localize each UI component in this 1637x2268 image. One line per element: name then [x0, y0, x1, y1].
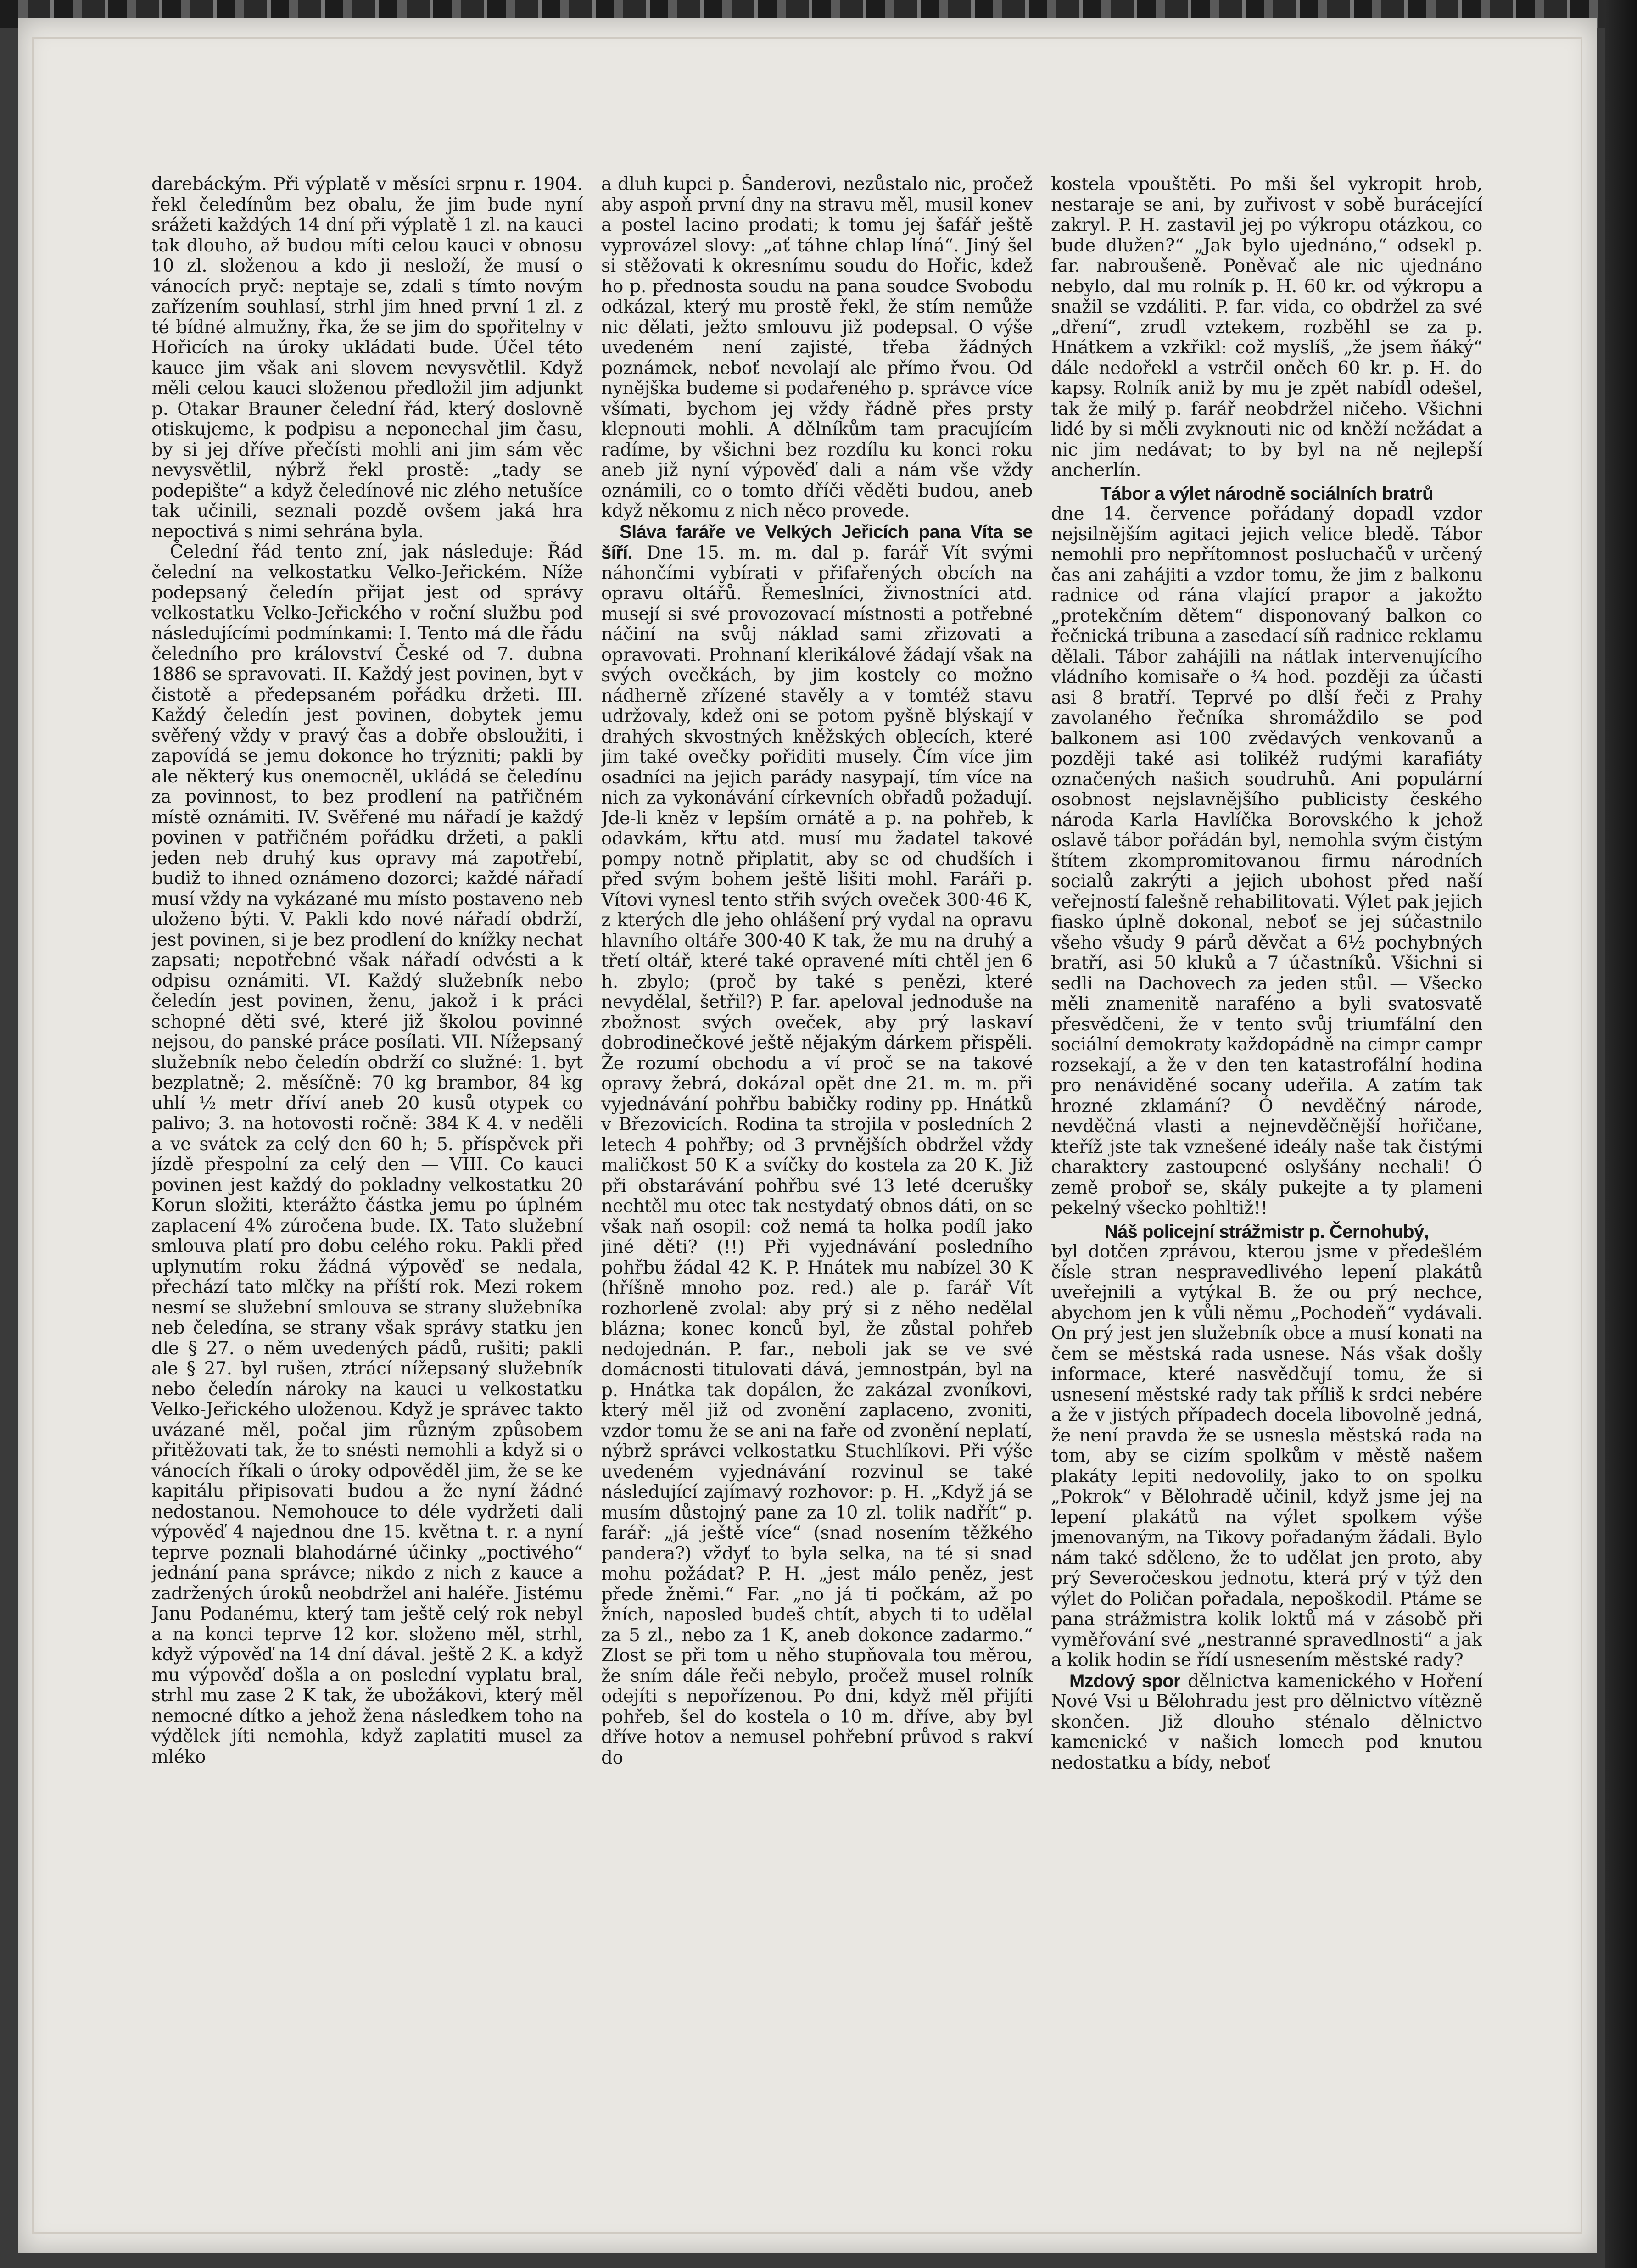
article-body-tabor: dne 14. července pořádaný dopadl vzdor nejsilnějším agitaci jejich velice bledě. Tábor nemohli pro nepřítomnost posluchačů v určený čas ani zahájiti a vzdor tomu, že jim z balkonu radnice od rána vlající prapor a jakožto „protekčním dětem“ disponovaný balkon co řečnická tribuna a zasedací síň radnice reklamu dělali. Tábor zahájili na nátlak intervenujícího vládního komisaře o ¾ hod. později za účasti asi 8 bratří. Teprvé po dlší řeči z Prahy zavolaného řečníka shromáždilo se pod balkonem asi 100 zvědavých venkovanů a později také asi tolikéž rudými karafiáty označených našich soudruhů. Ani populární osobnost nejslavnějšího publicisty českého národa Karla Havlíčka Borovského k jehož oslavě tábor pořádán byl, nemohla svým čistým štítem zkompromitovanou firmu národních socialů zakrýti a jejich ubohost před naší veřejností falešně rehabilitovati. Výlet pak jejich fiasko úplně dokonal, neboť se jej súčastnilo všeho všudy 9 párů děvčat a 6½ pochybných bratří, asi 50 kluků a 7 účastníků. Všichni si sedli na Dachovech za jeden stůl. — Všecko měli znamenitě naraféno a byli svatosvatě přesvědčeni, že v tento svůj triumfální den sociální demokraty každopádně na cimpr campr rozsekají, a že v den ten katastrofální hodina pro nenáviděné socany udeřila. A zatím tak hrozné zklamání? Ó nevděčný národe, nevděčná vlasti a nejnevděčnější hořičane, kteříž jste tak vznešené ideály naše tak čistými charaktery zastoupené oslyšány nechali! Ó země proboř se, skály pukejte a ty plameni pekelný všecko pohltiž!!	[1051, 503, 1482, 1218]
article-heading-slava-farare: Sláva faráře ve Velkých Jeřicích pana Víta se šíří.	[601, 521, 1033, 563]
column-2-article	[601, 522, 1033, 1769]
article-body-strazmistr: byl dotčen zprávou, kterou jsme v předešlém čísle stran nespravedlivého lepení plakátů uveřejnili a vytýkal B. že ou prý nechce, abychom jen k vůli němu „Pochodeň“ vydávali. On prý jest jen služebník obce a musí konati na čem se městská rada usnese. Nás však došly informace, které nasvědčují tomu, že si usnesení městské rady tak příliš k srdci nebére a že v jistých případech docela libovolně jedná, že není pravda že se usnesla městská rada na tom, aby se cizím spolkům v městě našem plakáty lepiti nedovolily, jako to on spolku „Pokrok“ v Bělohradě učinil, když jsme jej na lepení plakátů na výlet spolkem výše jmenovaným, na Tikovy pořadaným žádali. Bylo nám také sděleno, že to udělat jen proto, aby prý Severočeskou jednotu, která prý v týž den výlet do Poličan pořadala, nepoškodil. Ptáme se pana strážmistra kolik loktů má v zásobě při vyměřování své „nestranné spravedlnosti“ a jak a kolik hodin se řídí usnesením městské rady?	[1051, 1241, 1482, 1670]
column-3-article-mzdovy-spor	[1051, 1671, 1482, 1774]
column-3	[1051, 174, 1482, 2084]
column-1-paragraph-2: Čelední řád tento zní, jak následuje: Řád čelední na velkostatku Velko-Jeřickém. Níže podepsaný čeledín přijat jest od správy velkostatku Velko-Jeřického v roční službu pod následujícími podmínkami: I. Tento má dle řádu čeledního pro království České od 7. dubna 1886 se spravovati. II. Každý jest povinen, byt v čistotě a předepsaném pořádku držeti. III. Každý čeledín jest povinen, dobytek jemu svěřený vždy v pravý čas a dobře obsloužiti, i zapovídá se jemu dokonce ho trýzniti; pakli by ale některý kus onemocněl, ukládá se čeledínu za povinnost, to bez prodlení na patřičném místě oznámiti. IV. Svěřené mu nářadí je každý povinen v patřičném pořádku držeti, a pakli jeden neb druhý kus opravy má zapotřebí, budiž to ihned oznámeno dozorci; každé nářadí musí vždy na vykázané mu místo postaveno neb uloženo býti. V. Pakli kdo nové nářadí obdrží, jest povinen, si je bez prodlení do knížky nechat zapsati; nepotřebné však nářadí odvésti a k odpisu oznámiti. VI. Každý služebník nebo čeledín jest povinen, ženu, jakož i k práci schopné děti své, které již školou povinné nejsou, do panské práce posílati. VII. Nížepsaný služebník nebo čeledín obdrží co služné: 1. byt bezplatně; 2. měsíčně: 70 kg brambor, 84 kg uhlí ½ metr dříví aneb 20 kusů otypek co palivo; 3. na hotovosti ročně: 384 K 4. v neděli a ve svátek za celý den 60 h; 5. příspěvek při jízdě přespolní za celý den — VIII. Co kauci povinen jest každý do pokladny velkostatku 20 Korun složiti, kterážto částka jemu po úplném zaplacení 4% zúročena bude. IX. Tato služební smlouva platí pro dobu celého roku. Pakli před uplynutím roku žádná výpověď se nedala, přechází tato mlčky na příští rok. Mezi rokem nesmí se služební smlouva se strany služebníka neb čeledína, se strany však správy statku jen dle § 27. o něm uvedených pádů, rušiti; pakli ale § 27. byl rušen, ztrácí nížepsaný služebník nebo čeledín nároky na kauci u velkostatku Velko-Jeřického uloženou. Když je správec takto uvázané měl, počal jim různým způsobem přitěžovati tak, že to snésti nemohli a když si o vánocích říkali o úroky odpověděl jim, že se ke kapitálu připisovati budou a že nyní žádné nedostanou. Nemohouce to déle vydržeti dali výpověď 4 najednou dne 15. května t. r. a nyní teprve poznali blahodárné účinky „poctivého“ jednání pana správce; nikdo z nich z kauce a zadržených úroků neobdržel ani haléře. Jistému Janu Podanému, který tam ještě celý rok nebyl a na konci teprve 12 kor. složeno měl, strhl, když výpověď na 14 dní dával. ještě 2 K. a když mu výpověď došla a on poslední vyplatu bral, strhl mu zase 2 K tak, že ubožákovi, který měl nemocné dítko a jehož žena následkem toho na výdělek jíti nemohla, když zaplatiti musel za mléko	[151, 542, 583, 1767]
column-2	[601, 174, 1033, 2084]
column-2-intro-paragraph: a dluh kupci p. Šanderovi, nezůstalo nic, pročež aby aspoň první dny na stravu měl, musil konev a postel lacino prodati; k tomu jej šafář ještě vyprovázel slovy: „ať táhne chlap líná“. Jiný šel si stěžovati k okresnímu soudu do Hořic, kdež ho p. přednosta soudu na pana soudce Svobodu odkázal, který mu prostě řekl, že stím nemůže nic dělati, ježto smlouvu již podepsal. O výše uvedeném není zajisté, třeba žádných poznámek, neboť nevolají ale přímo řvou. Od nynějška budeme si podařeného p. správce více všímati, bychom jej vždy řádně přes prsty klepnouti mohli. A dělníkům tam pracujícím radíme, by všichni bez rozdílu ku konci roku aneb již nyní výpověď dali a nám vše vždy oznámili, co o tomto dříči věděti budou, aneb když někomu z nich něco provede.	[601, 174, 1033, 521]
article-body-slava-farare: Dne 15. m. m. dal p. farář Vít svými náhončími vybírati v přifařených obcích na opravu oltářů. Řemeslníci, živnostníci atd. musejí si své provozovací místnosti a potřebné náčiní na svůj náklad sami zřizovati a opravovati. Prohnaní klerikálové žádají však na svých ovečkách, by jim kostely co možno nádherně zřízené stavěly a v tomtéž stavu udržovaly, kdež oni se potom pyšně blýskají v drahých skvostných kněžských oblecích, které jim také ovečky pořiditi musely. Čím více jim osadníci na jejich parády nasypají, tím více na nich za vykonávání církevních obřadů požadují. Jde-li kněz v lepším ornátě a p. na pohřeb, k odavkám, křtu atd. musí mu žadatel takové pompy notně připlatit, aby se od chudších i před svým bohem ještě lišiti mohl. Faráři p. Vítovi vynesl tento střih svých oveček 300·46 K, z kterých dle jeho ohlášení prý vydal na opravu hlavního oltáře 300·40 K tak, že mu na druhý a třetí oltář, které také opravené míti chtěl jen 6 h. zbylo; (proč by také s penězi, které nevydělal, šetřil?) P. far. apeloval jednoduše na zbožnost svých oveček, aby prý laskaví dobrodinečkové ještě nějakým dárkem přispěli. Že rozumí obchodu a ví proč se na takové opravy žebrá, dokázal opět dne 21. m. m. při vyjednávání pohřbu babičky rodiny pp. Hnátků v Březovicích. Rodina ta strojila v posledních 2 letech 4 pohřby; od 3 prvnějších obdržel vždy maličkost 50 K a svíčky do kostela za 20 K. Již při obstarávání pohřbu své 13 leté dcerušky nechtěl mu otec tak nestydatý obnos dáti, on se však naň osopil: což nemá ta holka podíl jako jiné děti? (!!) Při vyjednávání posledního pohřbu žádal 42 K. P. Hnátek mu nabízel 30 K (hříšně mnoho poz. red.) ale p. farář Vít rozhorleně zvolal: aby prý si z něho nedělal blázna; konec konců byl, že zůstal pohřeb nedojednán. P. far., neboli jak se ve své domácnosti titulovati dává, jemnostpán, byl na p. Hnátka tak dopálen, že zakázal zvoníkovi, který měl již od zvonění zaplaceno, zvoniti, vzdor tomu že se ani na faře od zvonění neplatí, nýbrž správci velkostatku Stuchlíkovi. Při výše uvedeném vyjednávání rozvinul se také následující zajímavý rozhovor: p. H. „Když já se musím důstojný pane za 10 zl. tolik nadřít“ p. farář: „já ještě více“ (snad nosením těžkého pandera?) vždyť to byla selka, na té si snad mohu požádat? P. H. „jest málo peněz, jest přede žněmi.“ Far. „no já ti počkám, až po žních, naposled budeš chtít, abych ti to udělal za 5 zl., nebo za 1 K, aneb dokonce zadarmo.“ Zlost se při tom u něho stupňovala tou měrou, že sním dále řeči nebylo, pročež musel rolník odejíti s nepořízenou. Po dni, když měl přijíti pohřeb, šel do kostela o 10 m. dříve, aby byl dříve hotov a nemusel pohřební průvod s rakví do	[601, 542, 1033, 1768]
article-body-mzdovy-spor: dělnictva kamenického v Hoření Nové Vsi u Bělohradu jest pro dělnictvo vítězně skončen. Již dlouho sténalo dělnictvo kamenické v našich lomech pod knutou nedostatku a bídy, neboť	[1051, 1670, 1482, 1773]
scan-right-edge	[1605, 0, 1637, 2268]
column-3-intro-paragraph: kostela vpouštěti. Po mši šel vykropit hrob, nestaraje se ani, by zuřivost v sobě burácející zakryl. P. H. zastavil jej po výkropu otázkou, co bude dlužen?“ „Jak bylo ujednáno,“ odsekl p. far. nabroušeně. Poněvač ale nic ujednáno nebylo, dal mu rolník p. H. 60 kr. od výkropu a snažil se vzdáliti. P. far. vida, co obdržel za své „dření“, zrudl vztekem, rozběhl se za p. Hnátkem a vzkřikl: což myslíš, „že jsem ňáký“ dále nedořekl a vstrčil oněch 60 kr. p. H. do kapsy. Rolník aniž by mu je zpět nabídl odešel, tak že milý p. farář neobdržel ničeho. Všichni lidé by si měli zvyknouti nic od kněží nežádat a nic jim nedávat; to by byl na ně nejlepší ancherlín.	[1051, 174, 1482, 480]
article-heading-mzdovy-spor: Mzdový spor	[1069, 1670, 1180, 1691]
article-heading-strazmistr: Náš policejní strážmistr p. Černohubý,	[1104, 1221, 1429, 1242]
text-columns	[151, 174, 1482, 2084]
article-heading-tabor: Tábor a výlet národně sociálních bratrů	[1100, 483, 1433, 504]
column-1	[151, 174, 583, 2084]
column-1-paragraph-1: darebáckým. Při výplatě v měsíci srpnu r. 1904. řekl čeledínům bez obalu, že jim bude nyní srážeti každých 14 dní při výplatě 1 zl. na kauci tak dlouho, až budou míti celou kauci v obnosu 10 zl. složenou a kdo ji nesloží, že musí o vánocích pryč: neptaje se, zdali s tímto novým zařízením souhlasí, strhl jim hned první 1 zl. z té bídné almužny, řka, že se jim do spořitelny v Hořicích na úroky ukládati bude. Účel této kauce jim však ani slovem nevysvětlil. Když měli celou kauci složenou předložil jim adjunkt p. Otakar Brauner čelední řád, který doslovně otiskujeme, k podpisu a neponechal jim času, by si jej dříve přečísti mohli ani jim sám věc nevysvětlil, nýbrž řekl prostě: „tady se podepište“ a když čeledínové nic zlého netušíce tak učinili, seznali pozdě ovšem jaká hra nepoctivá s nimi sehrána byla.	[151, 174, 583, 542]
